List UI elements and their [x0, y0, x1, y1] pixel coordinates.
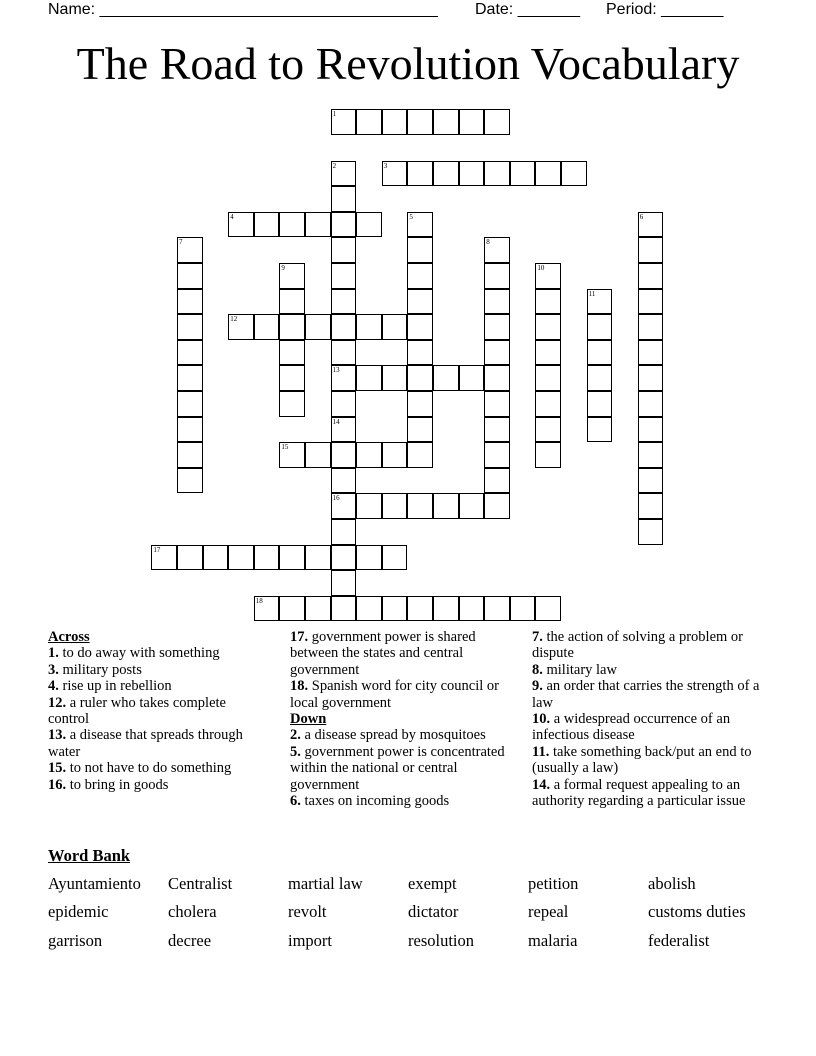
clues-column-3 [532, 629, 760, 809]
clue-item [532, 662, 760, 678]
clue-item-text: rise up in rebellion [58, 678, 172, 695]
clue-item [48, 760, 270, 776]
clue-item-number: 13. [48, 727, 67, 744]
down-clue-list-continued [532, 629, 760, 809]
clue-number: 10 [537, 264, 545, 272]
clue-item [48, 695, 270, 728]
word-bank-item: martial law [288, 874, 363, 893]
clue-item-number: 10. [532, 711, 551, 728]
clue-number: 18 [255, 596, 263, 605]
word-bank-item: garrison [48, 931, 103, 950]
clue-item [532, 711, 760, 744]
clue-item [48, 645, 270, 661]
clue-item [290, 744, 518, 793]
clue-item-number: 6. [290, 793, 301, 810]
clue-item-number: 12. [48, 694, 67, 711]
clue-item [290, 629, 518, 678]
clue-number: 5 [409, 212, 413, 221]
clue-item-text: a disease that spreads through water [48, 727, 243, 760]
clue-item-number: 8. [532, 661, 543, 678]
clue-number: 12 [230, 315, 238, 324]
clue-item-number: 17. [290, 629, 309, 645]
word-bank-item: resolution [408, 931, 474, 950]
clue-item [48, 727, 270, 760]
clue-item-text: to do away with something [58, 645, 220, 662]
word-bank-item: revolt [288, 902, 327, 921]
clue-item-text: a formal request appealing to an authority regarding a particular issue [532, 776, 746, 810]
down-heading: Down [290, 711, 327, 728]
clue-item [48, 662, 270, 678]
clue-item [290, 793, 518, 809]
clue-number: 14 [332, 417, 340, 426]
clue-item-number: 4. [48, 678, 59, 695]
clue-item-text: take something back/put an end to (usually a law) [532, 743, 752, 777]
across-heading: Across [48, 629, 90, 645]
clue-item-number: 1. [48, 645, 59, 662]
clue-item [48, 777, 270, 793]
word-bank-item: malaria [528, 931, 578, 950]
clue-number: 11 [588, 289, 596, 298]
clue-item-text: government power is concentrated within the national or central government [290, 743, 505, 793]
clue-number: 1 [332, 110, 337, 119]
clue-item-text: military posts [58, 661, 142, 678]
clue-item [532, 629, 760, 662]
word-bank-item: abolish [648, 874, 696, 893]
clue-item-number: 16. [48, 776, 67, 793]
page-title: The Road to Revolution Vocabulary [76, 38, 740, 89]
date-field[interactable]: Date: _______ [475, 1, 580, 18]
clue-item [532, 678, 760, 711]
clue-item [532, 777, 760, 810]
clue-number: 15 [281, 443, 289, 452]
clue-item [290, 727, 518, 743]
clue-item-text: a widespread occurrence of an infectious disease [532, 711, 731, 744]
word-bank-item: repeal [528, 902, 569, 921]
clue-item-number: 15. [48, 760, 67, 777]
word-bank-item: decree [168, 931, 212, 950]
clue-number: 16 [332, 494, 340, 503]
clue-number: 17 [153, 545, 161, 554]
clues-column-2 [290, 629, 518, 809]
clue-item [290, 678, 518, 711]
word-bank-item: dictator [408, 902, 459, 921]
clue-item-text: a disease spread by mosquitoes [300, 727, 486, 744]
word-bank-item: customs duties [648, 902, 746, 921]
word-bank-title: Word Bank [48, 846, 131, 865]
clue-number: 4 [230, 212, 234, 221]
word-bank-item: exempt [408, 874, 457, 893]
word-bank-item: cholera [168, 902, 217, 921]
clue-item-text: taxes on incoming goods [300, 793, 450, 810]
clue-item-text: to not have to do something [66, 760, 232, 777]
clue-number: 8 [486, 238, 490, 247]
clue-item-text: a ruler who takes complete control [48, 694, 226, 728]
clue-item-text: government power is shared between the states and central government [290, 629, 476, 678]
clue-item [48, 678, 270, 694]
clue-item-number: 3. [48, 661, 59, 678]
down-clue-list [290, 727, 518, 809]
clue-item-number: 9. [532, 678, 543, 695]
clue-item-text: the action of solving a problem or dispute [532, 629, 744, 662]
word-bank-item: epidemic [48, 902, 109, 921]
clue-item-text: Spanish word for city council or local government [290, 678, 500, 711]
period-field[interactable]: Period: _______ [606, 1, 724, 18]
word-bank-item: Ayuntamiento [48, 874, 141, 893]
clue-number: 7 [179, 238, 183, 247]
clue-item-number: 14. [532, 776, 551, 793]
word-bank-item: petition [528, 874, 579, 893]
clue-number: 2 [332, 161, 337, 170]
clue-item-number: 5. [290, 743, 301, 760]
word-bank-item: Centralist [168, 874, 233, 893]
clue-item [532, 744, 760, 777]
clue-number: 13 [332, 366, 340, 375]
clue-item-text: an order that carries the strength of a law [532, 678, 760, 711]
clue-item-text: military law [542, 661, 617, 678]
clue-item-number: 2. [290, 727, 301, 744]
clue-item-number: 7. [532, 629, 543, 645]
clues-column-1 [48, 629, 270, 793]
word-bank-item: federalist [648, 931, 710, 950]
across-clue-list-continued [290, 629, 518, 711]
clue-item-number: 18. [290, 678, 309, 695]
name-field[interactable]: Name: ______________________________________ [48, 1, 438, 18]
clue-number: 6 [639, 212, 644, 221]
word-bank-item: import [288, 931, 332, 950]
clue-item-number: 11. [532, 743, 550, 760]
across-clue-list [48, 645, 270, 793]
clue-number: 3 [383, 161, 388, 170]
clue-item-text: to bring in goods [66, 776, 169, 793]
clue-number: 9 [281, 264, 285, 272]
